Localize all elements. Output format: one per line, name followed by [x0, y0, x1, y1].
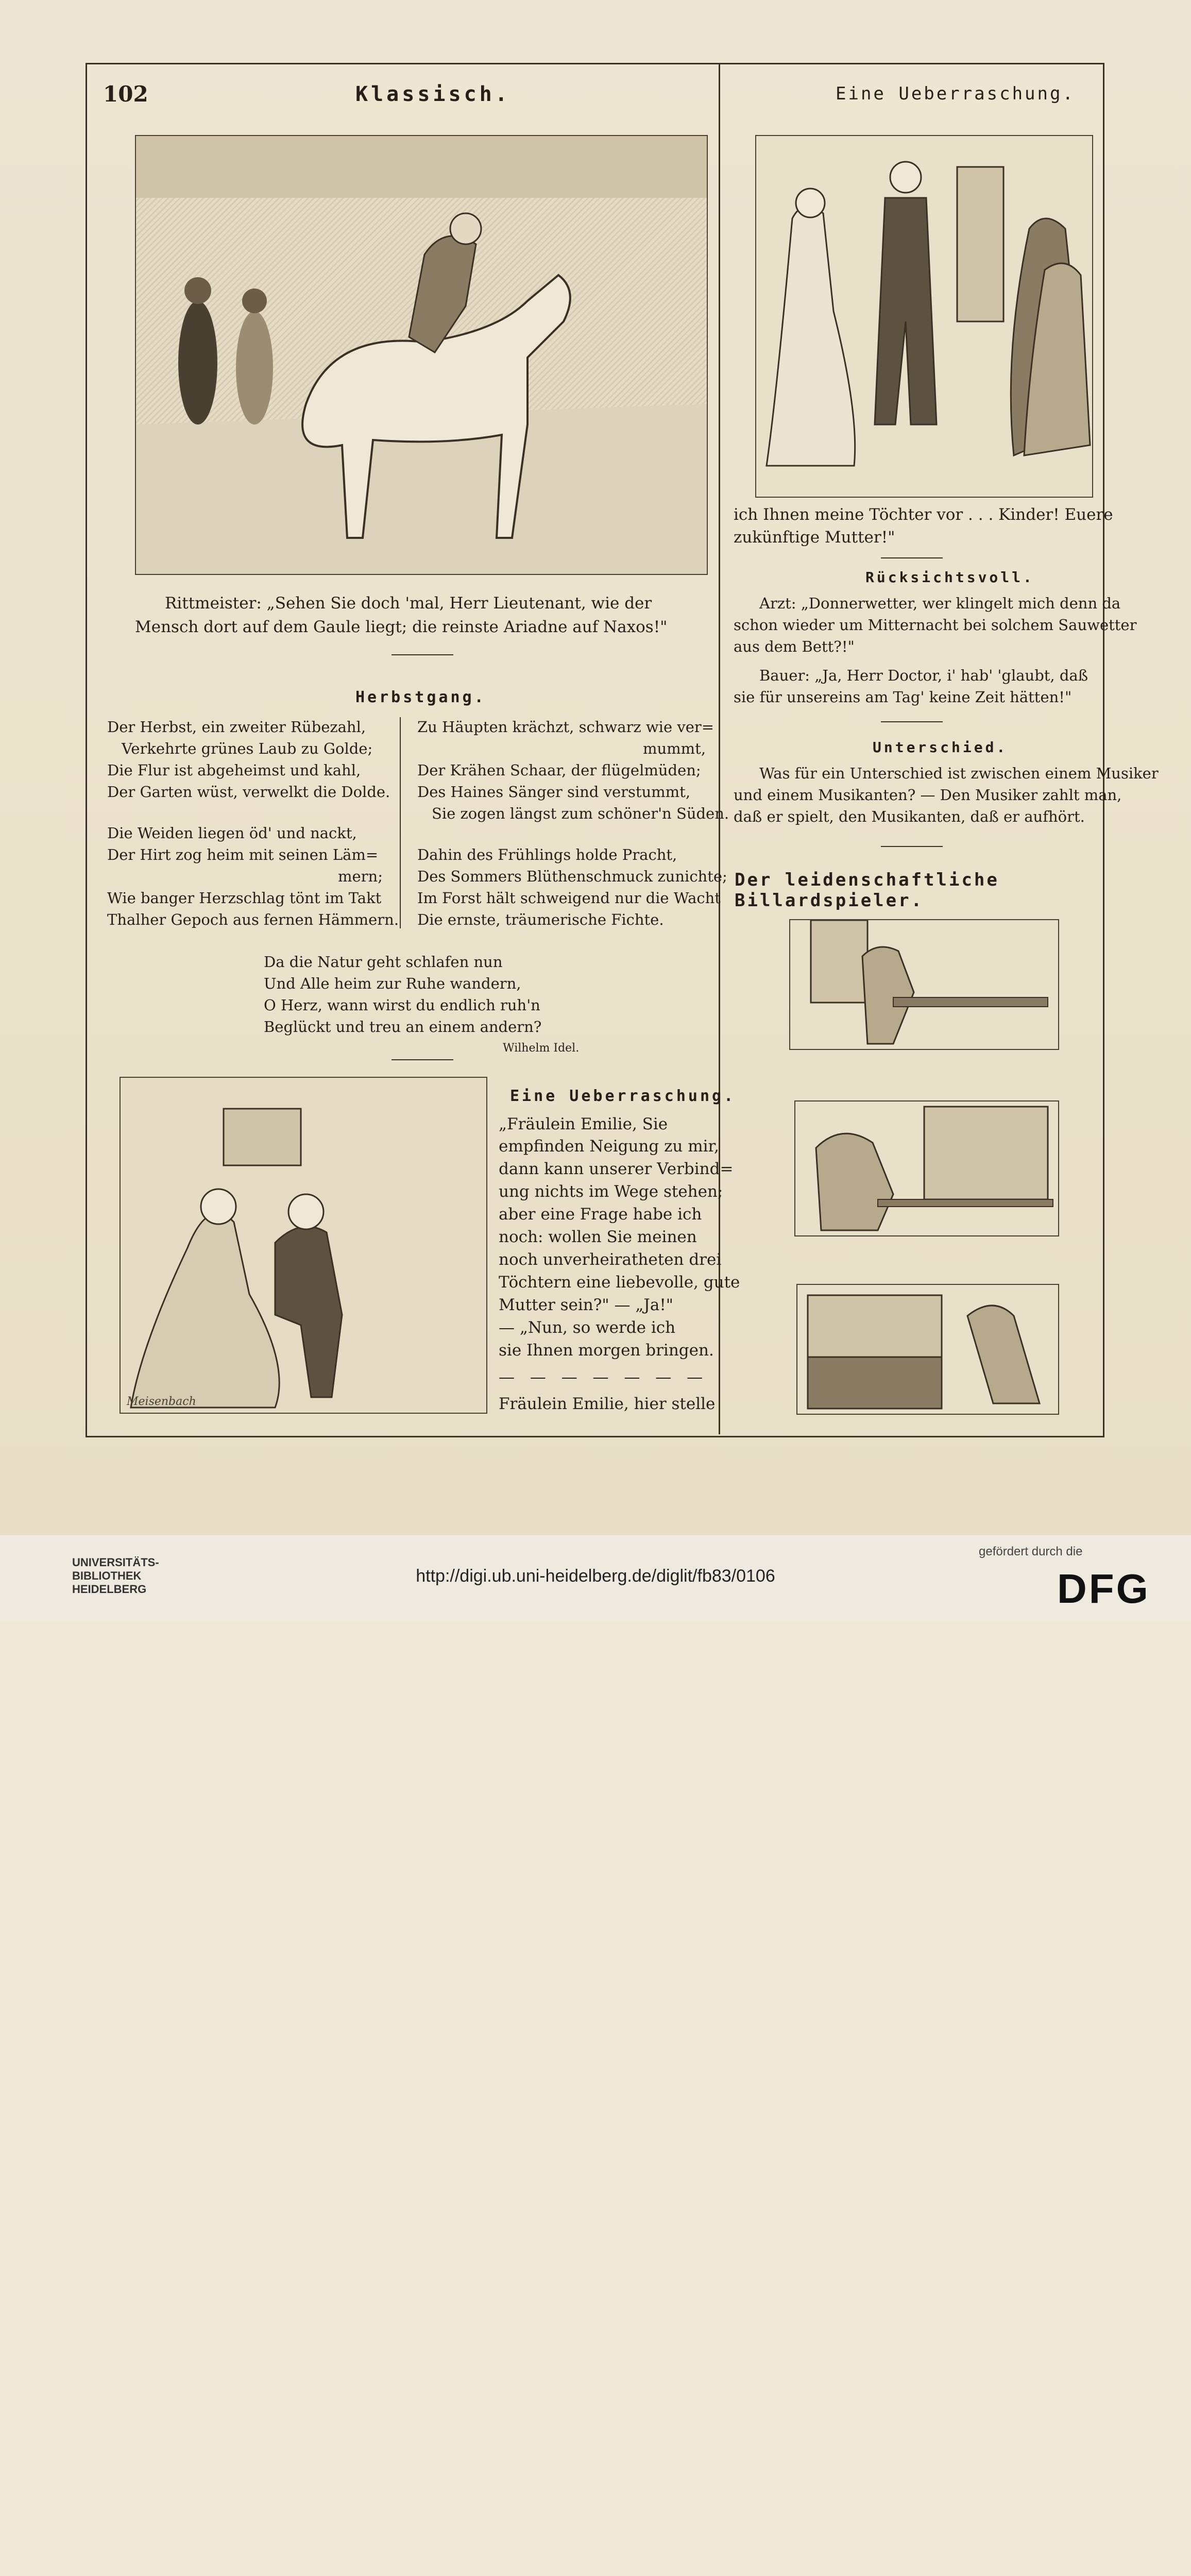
poem-line: Der Hirt zog heim mit seinen Läm= — [107, 846, 379, 863]
separator — [881, 557, 943, 558]
poem-line: Sie zogen längst zum schöner'n Süden. — [432, 805, 729, 822]
section-line: Arzt: „Donnerwetter, wer klingelt mich denn da — [759, 595, 1121, 612]
section-line: schon wieder um Mitternacht bei solchem Sauwetter — [734, 616, 1137, 634]
story-dash-line: — — — — — — — — [499, 1368, 708, 1386]
story-line: — „Nun, so werde ich — [499, 1318, 676, 1337]
cartoon-daughters — [755, 135, 1093, 498]
poem-line: Thalher Gepoch aus fernen Hämmern. — [107, 911, 399, 928]
story-line: „Fräulein Emilie, Sie — [499, 1115, 668, 1133]
separator — [881, 721, 943, 722]
billiard-panel-2 — [794, 1100, 1059, 1236]
story-line: Fräulein Emilie, hier stelle — [499, 1395, 716, 1413]
poem-line: mern; — [338, 868, 383, 885]
story-line: dann kann unserer Verbind= — [499, 1160, 734, 1178]
cartoon1-caption-line1: Rittmeister: „Sehen Sie doch 'mal, Herr Lieutenant, wie der — [165, 594, 652, 613]
cartoon-rider-stable — [135, 135, 708, 575]
billiard-title: Der leidenschaftliche Billardspieler. — [735, 870, 999, 911]
separator — [392, 654, 453, 655]
section-line: und einem Musikanten? — Den Musiker zahlt man, — [734, 786, 1122, 804]
poem-title: Herbstgang. — [355, 688, 486, 706]
poem-line: Der Krähen Schaar, der flügelmüden; — [417, 761, 701, 779]
right-cont-line: zukünftige Mutter!" — [734, 528, 895, 547]
poem-line: Der Garten wüst, verwelkt die Dolde. — [107, 783, 390, 801]
story-title: Eine Ueberraschung. — [510, 1087, 736, 1105]
poem-line: Die Flur ist abgeheimst und kahl, — [107, 761, 361, 779]
rider-illustration — [136, 136, 707, 574]
billiard-panel-1 — [789, 919, 1059, 1050]
right-cont-line: ich Ihnen meine Töchter vor . . . Kinder! Euere — [734, 505, 1113, 524]
poem-final-line: O Herz, wann wirst du endlich ruh'n — [264, 996, 540, 1014]
daughters-illustration — [756, 136, 1092, 497]
poem-line: Des Sommers Blüthenschmuck zunichte; — [417, 868, 727, 885]
poem-line: Die ernste, träumerische Fichte. — [417, 911, 664, 928]
poem-line: Wie banger Herzschlag tönt im Takt — [107, 889, 382, 907]
cartoon-couple — [120, 1077, 487, 1414]
story-line: Töchtern eine liebevolle, gute — [499, 1273, 740, 1292]
column-divider — [719, 64, 720, 1434]
section-line: Was für ein Unterschied ist zwischen einem Musiker — [759, 765, 1159, 782]
separator — [881, 846, 943, 847]
story-line: ung nichts im Wege stehen; — [499, 1182, 723, 1201]
right-title: Eine Ueberraschung. — [836, 83, 1075, 104]
poem-line: Verkehrte grünes Laub zu Golde; — [122, 740, 373, 757]
poem-line: Die Weiden liegen öd' und nackt, — [107, 824, 357, 842]
page-number: 102 — [103, 81, 148, 107]
library-name-line: BIBLIOTHEK — [72, 1569, 142, 1582]
illustrator-signature: Meisenbach — [127, 1395, 196, 1408]
section-line: daß er spielt, den Musikanten, daß er aufhört. — [734, 808, 1085, 825]
source-url-link[interactable]: http://digi.ub.uni-heidelberg.de/diglit/fb83/0106 — [416, 1566, 775, 1586]
poem-line: Im Forst hält schweigend nur die Wacht — [417, 889, 721, 907]
poem-column-divider — [400, 717, 401, 928]
poem-final-line: Beglückt und treu an einem andern? — [264, 1018, 542, 1036]
poem-line: Des Haines Sänger sind verstummt, — [417, 783, 691, 801]
couple-illustration — [121, 1078, 486, 1413]
story-line: aber eine Frage habe ich — [499, 1205, 702, 1224]
poem-author: Wilhelm Idel. — [503, 1042, 580, 1055]
separator — [392, 1059, 453, 1060]
section-title-unterschied: Unterschied. — [873, 739, 1008, 756]
story-line: empfinden Neigung zu mir, — [499, 1137, 719, 1156]
billiard-scene-1 — [790, 920, 1058, 1049]
poem-final-line: Und Alle heim zur Ruhe wandern, — [264, 975, 521, 992]
section-line: sie für unsereins am Tag' keine Zeit hätten!" — [734, 688, 1072, 706]
billiard-scene-2 — [795, 1101, 1058, 1235]
story-line: Mutter sein?" — „Ja!" — [499, 1296, 674, 1314]
billiard-scene-3 — [797, 1285, 1058, 1414]
section-line: Bauer: „Ja, Herr Doctor, i' hab' 'glaubt, daß — [759, 667, 1088, 684]
funding-note: gefördert durch die — [979, 1545, 1083, 1558]
poem-line: Zu Häupten krächzt, schwarz wie ver= — [417, 718, 714, 736]
dfg-logo: DFG — [1057, 1566, 1150, 1612]
billiard-panel-3 — [796, 1284, 1059, 1415]
section-title-ruecksichtsvoll: Rücksichtsvoll. — [865, 569, 1034, 586]
section-line: aus dem Bett?!" — [734, 638, 855, 655]
story-line: noch: wollen Sie meinen — [499, 1228, 697, 1246]
left-title: Klassisch. — [355, 82, 511, 106]
library-name-line: HEIDELBERG — [72, 1583, 147, 1596]
story-line: noch unverheiratheten drei — [499, 1250, 722, 1269]
poem-final-line: Da die Natur geht schlafen nun — [264, 953, 503, 971]
poem-line: Der Herbst, ein zweiter Rübezahl, — [107, 718, 366, 736]
library-name-line: UNIVERSITÄTS- — [72, 1556, 159, 1569]
cartoon1-caption-line2: Mensch dort auf dem Gaule liegt; die reinste Ariadne auf Naxos!" — [135, 618, 668, 636]
poem-line: mummt, — [643, 740, 706, 757]
poem-line: Dahin des Frühlings holde Pracht, — [417, 846, 677, 863]
story-line: sie Ihnen morgen bringen. — [499, 1341, 714, 1360]
